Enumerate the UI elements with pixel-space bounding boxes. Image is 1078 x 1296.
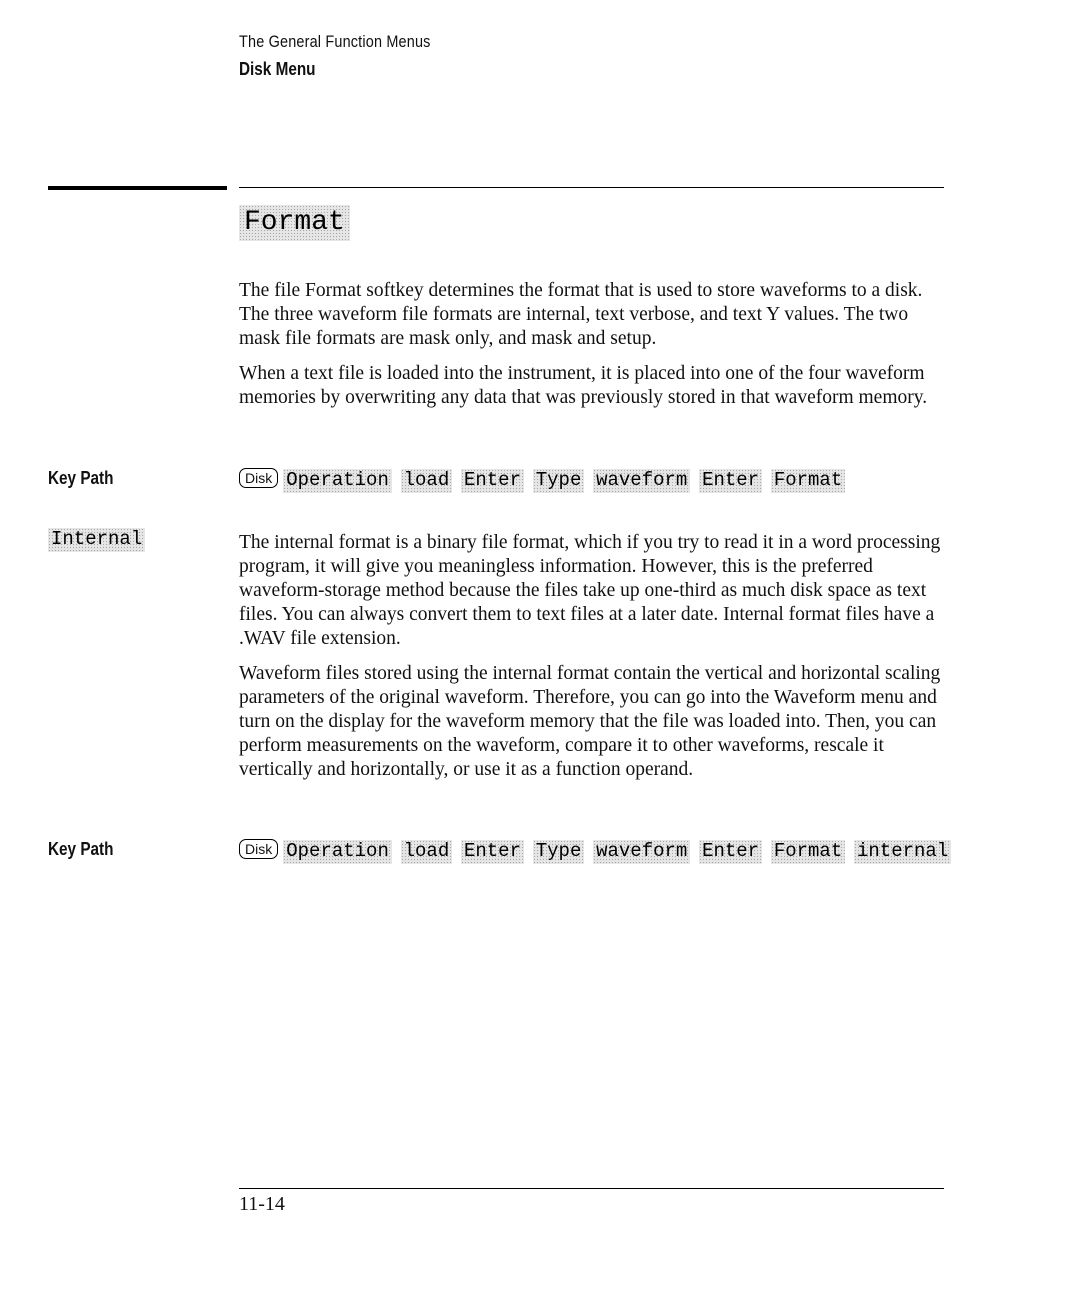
softkey-operation: Operation bbox=[283, 840, 392, 864]
key-path-label-2: Key Path bbox=[48, 839, 114, 859]
key-path-2 bbox=[239, 834, 959, 867]
footer-rule bbox=[239, 1188, 944, 1189]
section-rule-thin bbox=[239, 187, 944, 188]
internal-paragraph-2: Waveform files stored using the internal format contain the vertical and horizontal scaling parameters of the original waveform. Therefore, you can go into the Waveform menu and turn on the display for the waveform memory that the file was loaded into. Then, you can perform measurements on the waveform, compare it to other waveforms, rescale it vertically and horizontally, or use it as a function operand. bbox=[239, 663, 941, 780]
softkey-format: Format bbox=[771, 469, 845, 493]
softkey-waveform: waveform bbox=[593, 469, 690, 493]
softkey-enter-2: Enter bbox=[699, 469, 762, 493]
softkey-internal: internal bbox=[854, 840, 951, 864]
key-path-1 bbox=[239, 463, 959, 496]
softkey-enter: Enter bbox=[461, 469, 524, 493]
softkey-enter: Enter bbox=[461, 840, 524, 864]
softkey-type: Type bbox=[533, 840, 585, 864]
running-header-menu: Disk Menu bbox=[239, 59, 316, 79]
key-path-label-1: Key Path bbox=[48, 468, 114, 488]
disk-hardkey: Disk bbox=[239, 839, 278, 859]
softkey-type: Type bbox=[533, 469, 585, 493]
section-rule-thick bbox=[48, 186, 227, 190]
softkey-format: Format bbox=[771, 840, 845, 864]
intro-paragraph-1: The file Format softkey determines the format that is used to store waveforms to a disk. The three waveform file formats are internal, text verbose, and text Y values. The two mask file formats are mask only, and mask and setup. bbox=[239, 280, 923, 349]
internal-softkey-label: Internal bbox=[48, 528, 145, 552]
internal-paragraph-1: The internal format is a binary file format, which if you try to read it in a word processing program, it will give you meaningless information. However, this is the preferred waveform-storage method because the files take up one-third as much disk space as text files. You can always convert them to text files at a later date. Internal format files have a .WAV file extension. bbox=[239, 532, 941, 649]
section-title: Format bbox=[239, 205, 350, 241]
softkey-enter-2: Enter bbox=[699, 840, 762, 864]
softkey-load: load bbox=[401, 840, 453, 864]
softkey-load: load bbox=[401, 469, 453, 493]
running-header-section: The General Function Menus bbox=[239, 32, 431, 51]
page-number: 11-14 bbox=[239, 1193, 285, 1215]
disk-hardkey: Disk bbox=[239, 468, 278, 488]
softkey-operation: Operation bbox=[283, 469, 392, 493]
intro-paragraph-2: When a text file is loaded into the instrument, it is placed into one of the four waveform memories by overwriting any data that was previously stored in that waveform memory. bbox=[239, 363, 928, 408]
softkey-waveform: waveform bbox=[593, 840, 690, 864]
